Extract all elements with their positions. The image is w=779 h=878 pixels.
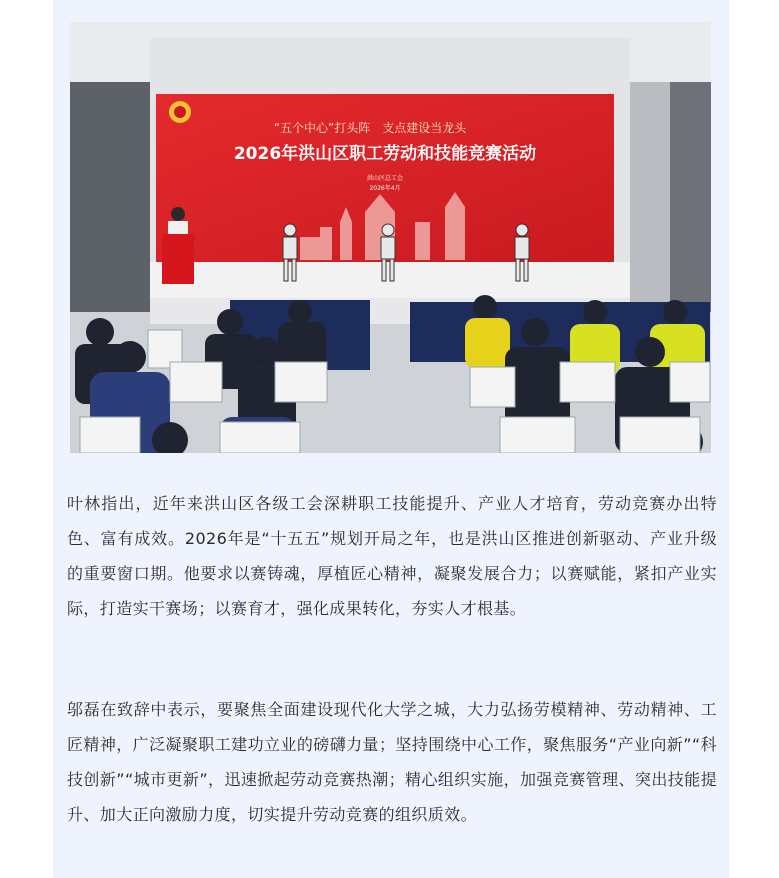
banner-title: 2026年洪山区职工劳动和技能竞赛活动 — [233, 144, 537, 164]
article-paragraph-1: 叶林指出，近年来洪山区各级工会深耕职工技能提升、产业人才培育，劳动竞赛办出特色、富有成效。2026年是“十五五”规划开局之年，也是洪山区推进创新驱动、产业升级的重要窗口期。他要求以赛铸魂，厚植匠心精神，凝聚发展合力；以赛赋能，紧扣产业实际，打造实干赛场；以赛育才，强化成果转化，夯实人才根基。 — [67, 494, 717, 618]
banner-date: 2026年4月 — [369, 185, 401, 192]
banner-slogan: “五个中心”打头阵 支点建设当龙头 — [273, 121, 467, 135]
article-paragraph-2: 邬磊在致辞中表示，要聚焦全面建设现代化大学之城，大力弘扬劳模精神、劳动精神、工匠精神，广泛凝聚职工建功立业的磅礴力量；坚持围绕中心工作，聚焦服务“产业向新”“科技创新”“城市更新”，迅速掀起劳动竞赛热潮；精心组织实施，加强竞赛管理、突出技能提升、加大正向激励力度，切实提升劳动竞赛的组织质效。 — [67, 700, 717, 824]
event-photo — [70, 22, 711, 453]
banner-org: 洪山区总工会 — [366, 175, 404, 182]
